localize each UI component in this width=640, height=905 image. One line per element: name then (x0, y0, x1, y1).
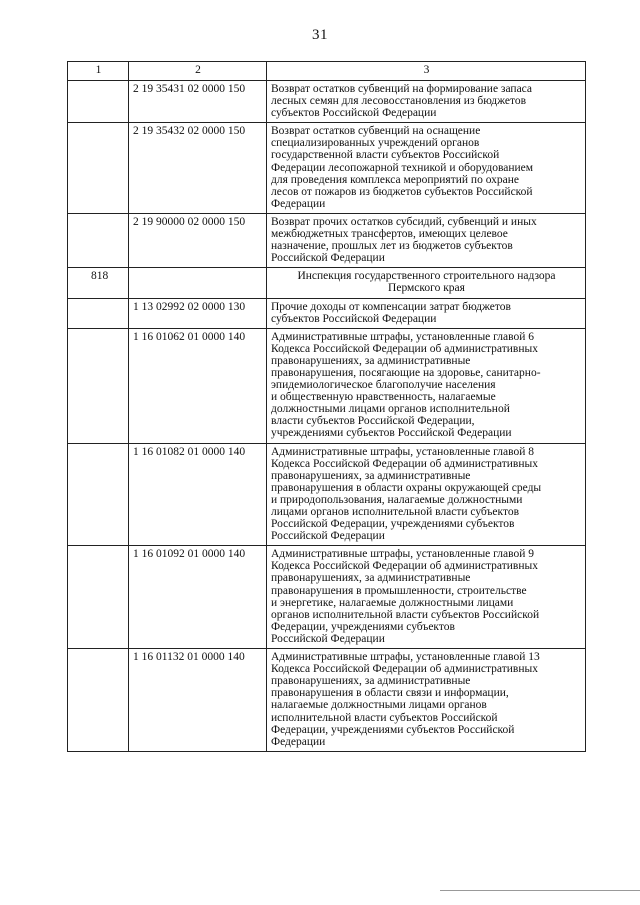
budget-code-cell: 2 19 35432 02 0000 150 (129, 123, 267, 214)
description-cell (267, 649, 586, 752)
description-line: власти субъектов Российской Федерации, (271, 415, 475, 428)
table-row (68, 546, 586, 649)
description-line: учреждениями субъектов Российской Федерации (271, 427, 512, 440)
budget-code-cell: 2 19 35431 02 0000 150 (129, 81, 267, 123)
table-row (68, 123, 586, 214)
budget-code-cell: 1 16 01062 01 0000 140 (129, 328, 267, 443)
admin-code-cell (68, 298, 129, 328)
admin-code-cell (68, 123, 129, 214)
page-number: 31 (312, 27, 328, 43)
budget-code-cell: 1 13 02992 02 0000 130 (129, 298, 267, 328)
description-line: Кодекса Российской Федерации об административных (271, 342, 538, 355)
revenue-classification-table (67, 61, 586, 752)
admin-code-cell (68, 546, 129, 649)
description-line: Федерации (271, 197, 326, 210)
description-line: лесных семян для лесовосстановления из бюджетов (271, 95, 527, 108)
description-line: Административные штрафы, установленные главой 13 (271, 651, 540, 664)
description-line: назначение, прошлых лет из бюджетов субъектов (271, 240, 513, 253)
description-line: Российской Федерации (271, 530, 385, 543)
description-line: для проведения комплекса мероприятий по охране (271, 173, 520, 186)
description-cell (267, 123, 586, 214)
description-line: Возврат прочих остатков субсидий, субвенций и иных (271, 215, 537, 228)
description-line: Федерации, учреждениями субъектов Российской (271, 723, 515, 736)
description-line: налагаемые должностными лицами органов (271, 699, 487, 712)
admin-code-cell (68, 213, 129, 267)
description-cell (267, 81, 586, 123)
description-line: правонарушения в области связи и информации, (271, 687, 509, 700)
description-cell (267, 213, 586, 267)
description-line: правонарушения в области охраны окружающей среды (271, 481, 542, 494)
admin-code-cell (68, 81, 129, 123)
description-line: должностными лицами органов исполнительной (271, 403, 510, 416)
admin-code-cell (68, 649, 129, 752)
column-header-2: 2 (129, 62, 267, 81)
description-line: государственной власти субъектов Российской (271, 149, 500, 162)
table-row (68, 443, 586, 546)
description-line: лесов от пожаров из бюджетов субъектов Российской (271, 185, 533, 198)
description-line: Пермского края (388, 282, 465, 295)
description-line: правонарушениях, за административные (271, 572, 471, 585)
column-header-1: 1 (68, 62, 129, 81)
table-row (68, 328, 586, 443)
description-line: Административные штрафы, установленные главой 9 (271, 548, 535, 561)
column-header-3: 3 (267, 62, 586, 81)
description-cell (267, 328, 586, 443)
description-line: Возврат остатков субвенций на формирование запаса (271, 83, 533, 95)
description-line: и энергетике, налагаемые должностными лицами (271, 596, 514, 609)
bottom-scan-line (440, 890, 640, 891)
description-line: и природопользования, налагаемые должностными (271, 493, 523, 506)
description-line: межбюджетных трансфертов, имеющих целевое (271, 228, 508, 241)
description-line: субъектов Российской Федерации (271, 107, 437, 120)
description-line: Инспекция государственного строительного надзора (297, 270, 556, 283)
description-cell (267, 546, 586, 649)
budget-code-cell: 2 19 90000 02 0000 150 (129, 213, 267, 267)
description-line: Российской Федерации (271, 632, 385, 645)
description-line: Федерации, учреждениями субъектов (271, 620, 455, 633)
description-cell (267, 298, 586, 328)
admin-code-cell (68, 443, 129, 546)
description-line: правонарушениях, за административные (271, 675, 471, 688)
description-line: Прочие доходы от компенсации затрат бюджетов (271, 300, 511, 313)
description-line: исполнительной власти субъектов Российской (271, 711, 498, 724)
table-row (68, 298, 586, 328)
description-line: Федерации лесопожарной техникой и оборудованием (271, 161, 534, 174)
table-row (68, 213, 586, 267)
description-line: специализированных учреждений органов (271, 137, 480, 150)
description-cell (267, 443, 586, 546)
description-line: Федерации (271, 735, 326, 748)
description-line: правонарушениях, за административные (271, 354, 471, 367)
table-header-row (68, 62, 586, 81)
description-line: органов исполнительной власти субъектов Российской (271, 608, 540, 621)
description-line: Российской Федерации, учреждениями субъектов (271, 518, 515, 531)
description-line: субъектов Российской Федерации (271, 312, 437, 325)
description-line: правонарушения в промышленности, строительстве (271, 584, 527, 597)
budget-code-cell: 1 16 01132 01 0000 140 (129, 649, 267, 752)
description-line: Административные штрафы, установленные главой 8 (271, 445, 535, 458)
admin-code-cell (68, 328, 129, 443)
table-row (68, 81, 586, 123)
description-line: Возврат остатков субвенций на оснащение (271, 125, 481, 138)
table-row (68, 649, 586, 752)
description-line: лицами органов исполнительной власти субъектов (271, 506, 520, 518)
description-line: и общественную нравственность, налагаемые (271, 391, 496, 404)
description-cell (267, 268, 586, 298)
budget-code-cell: 1 16 01092 01 0000 140 (129, 546, 267, 649)
description-line: Кодекса Российской Федерации об административных (271, 560, 538, 573)
description-line: Российской Федерации (271, 252, 385, 265)
description-line: правонарушениях, за административные (271, 469, 471, 482)
description-line: Административные штрафы, установленные главой 6 (271, 330, 535, 343)
description-line: эпидемиологическое благополучие населения (271, 379, 496, 392)
budget-code-cell (129, 268, 267, 298)
department-row (68, 268, 586, 298)
description-line: правонарушения, посягающие на здоровье, санитарно- (271, 366, 541, 379)
admin-code-cell: 818 (68, 268, 129, 298)
description-line: Кодекса Российской Федерации об административных (271, 663, 538, 676)
description-line: Кодекса Российской Федерации об административных (271, 457, 538, 470)
budget-code-cell: 1 16 01082 01 0000 140 (129, 443, 267, 546)
